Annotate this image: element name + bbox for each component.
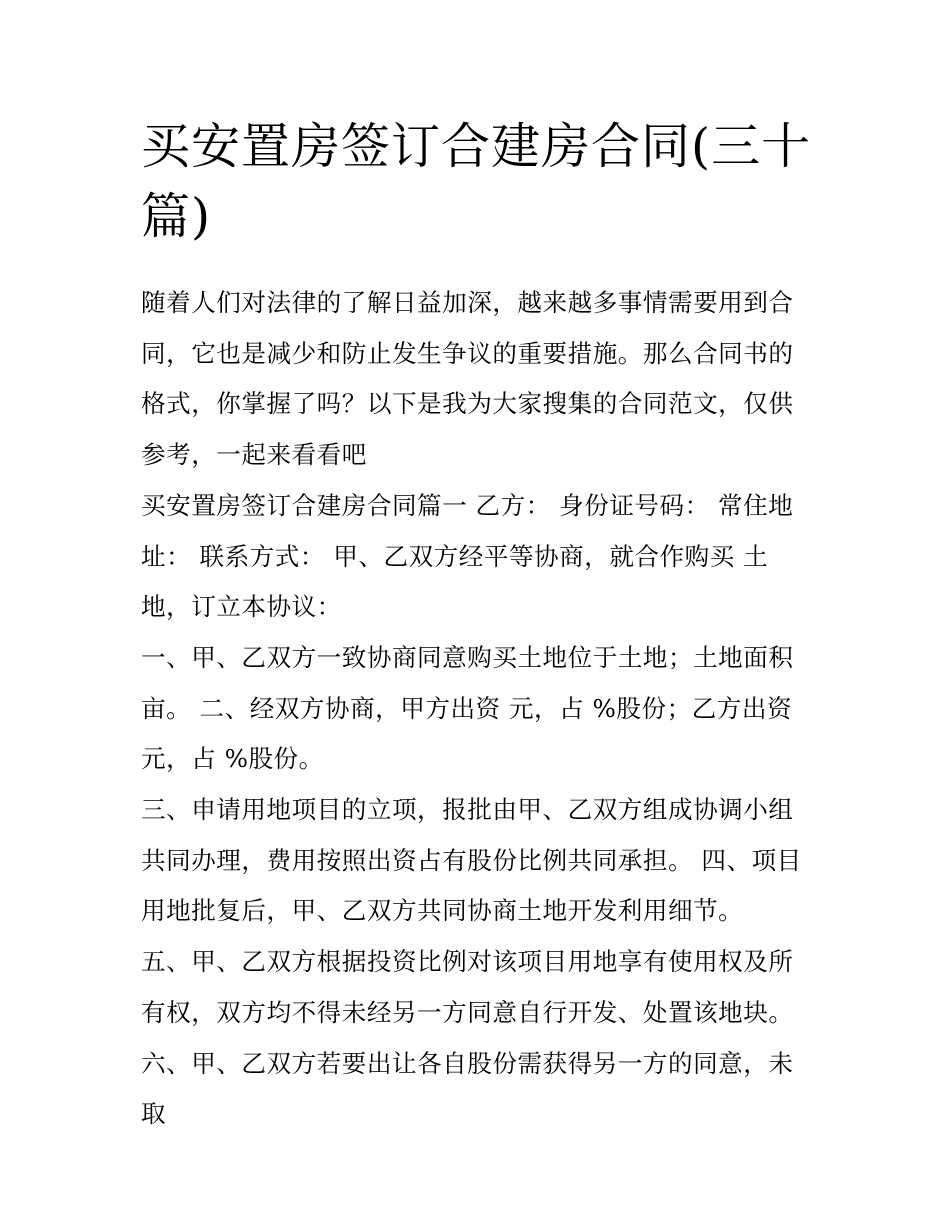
clause-6-paragraph: 六、甲、乙双方若要出让各自股份需获得另一方的同意，未取: [141, 1048, 794, 1129]
clause-5-paragraph: 五、甲、乙双方根据投资比例对该项目用地享有使用权及所有权，双方均不得未经另一方同意自行开发、处置该地块。: [141, 947, 794, 1027]
intro-paragraph: 随着人们对法律的了解日益加深，越来越多事情需要用到合同，它也是减少和防止发生争议的重要措施。那么合同书的格式，你掌握了吗？以下是我为大家搜集的合同范文，仅供参考，一起来看看吧: [141, 288, 794, 470]
document-content: [141, 112, 813, 1140]
clause-1-2-paragraph: 一、甲、乙双方一致协商同意购买土地位于土地；土地面积亩。 二、经双方协商，甲方出资 元，占 %股份；乙方出资 元，占 %股份。: [141, 642, 794, 774]
contract-parties-paragraph: 买安置房签订合建房合同篇一 乙方： 身份证号码： 常住地址： 联系方式： 甲、乙双方经平等协商，就合作购买 土地，订立本协议：: [141, 490, 794, 622]
clause-3-4-paragraph: 三、申请用地项目的立项，报批由甲、乙双方组成协调小组共同办理，费用按照出资占有股份比例共同承担。 四、项目用地批复后，甲、乙双方共同协商土地开发利用细节。: [141, 795, 802, 926]
document-title: 买安置房签订合建房合同(三十篇): [141, 118, 812, 245]
